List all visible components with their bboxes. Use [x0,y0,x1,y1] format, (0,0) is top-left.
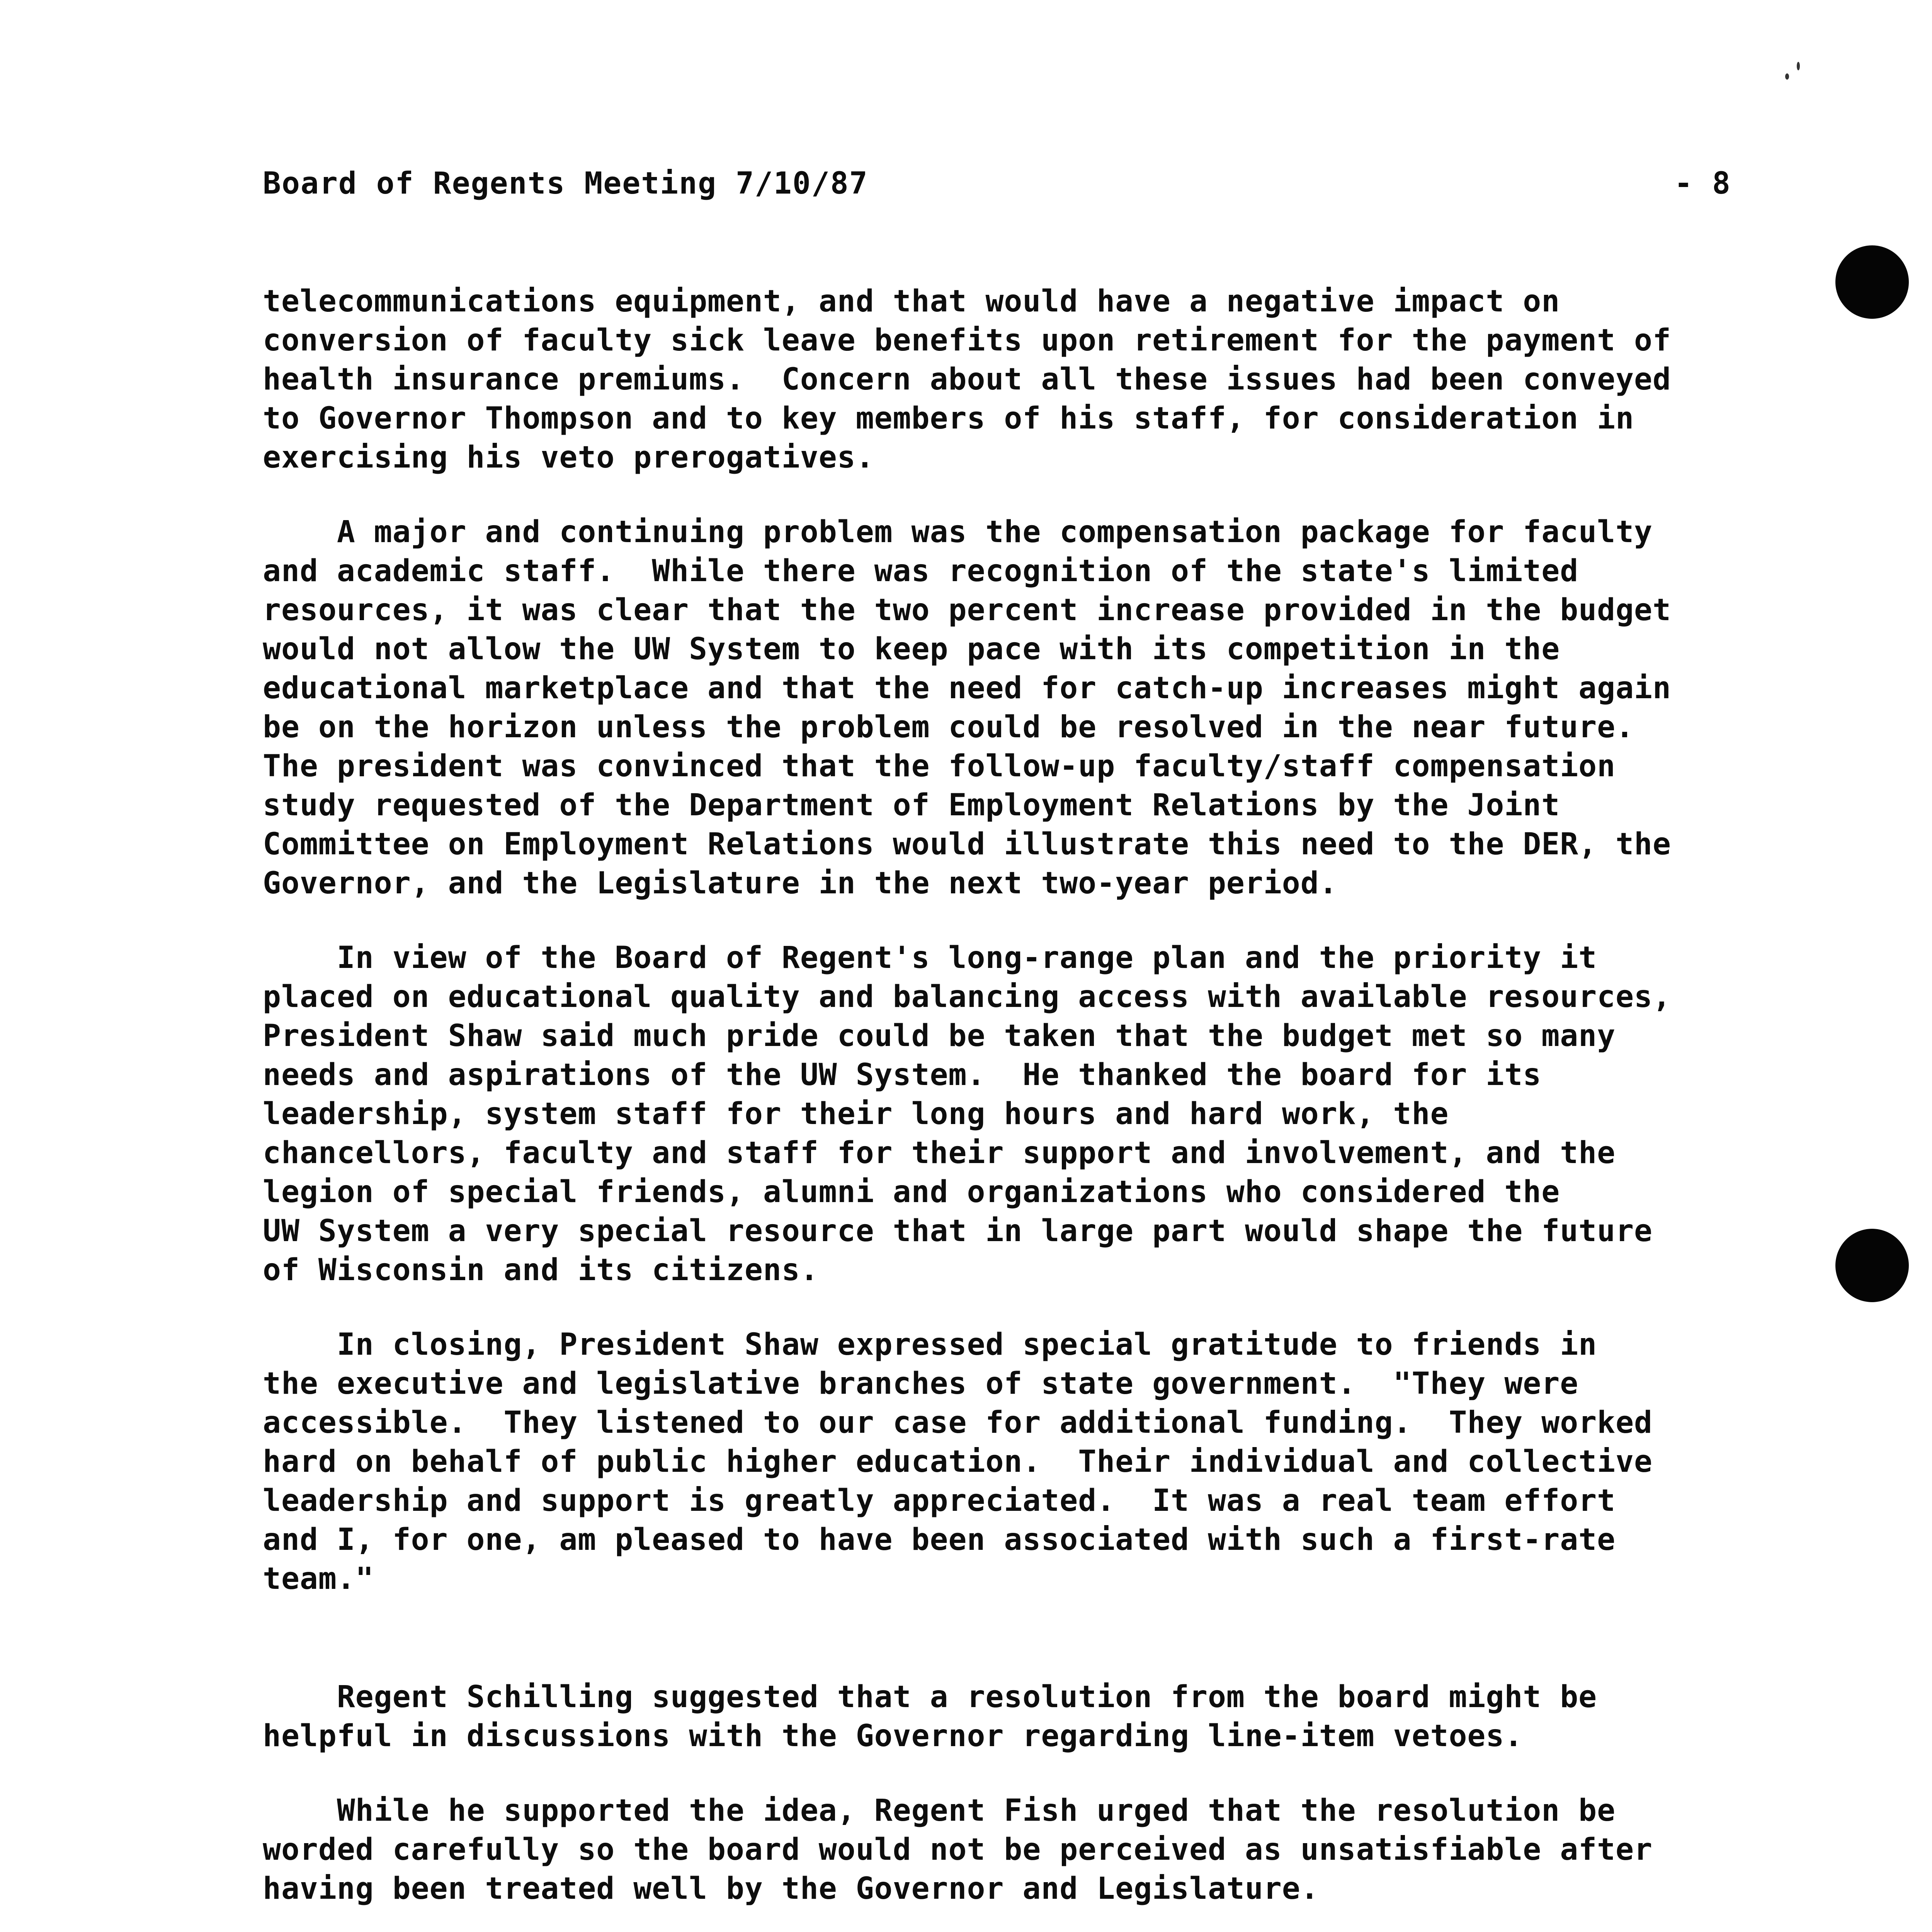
scan-speck [1797,62,1800,70]
page-header [263,166,1731,213]
punch-hole-middle [1835,1229,1909,1302]
header-title: Board of Regents Meeting 7/10/87 [263,166,868,201]
scan-speck [1785,73,1789,80]
paragraph-schilling: Regent Schilling suggested that a resolution from the board might be helpful in discussions with the Governor regarding line-item vetoes. [263,1680,1597,1753]
punch-hole-top [1835,245,1909,319]
document-body [263,282,1731,1932]
paragraph-budget-concerns: telecommunications equipment, and that would have a negative impact on conversion of faculty sick leave benefits upon retirement for the payment of health insurance premiums. Concern about all these issues had been conveyed to Governor Thompson and to key members of his staff, for consideration in exercising his veto prerogatives. [263,284,1671,475]
paragraph-long-range-plan: In view of the Board of Regent's long-range plan and the priority it placed on educational quality and balancing access with available resources, President Shaw said much pride could be taken that the budget met so many needs and aspirations of the UW System. He thanked the board for its leadership, system staff for their long hours and hard work, the chancellors, faculty and staff for their support and involvement, and the legion of special friends, alumni and organizations who considered the UW System a very special resource that in large part would shape the future of Wisconsin and its citizens. [263,940,1671,1287]
paragraph-fish: While he supported the idea, Regent Fish urged that the resolution be worded carefully so the board would not be perceived as unsatisfiable after having been treated well by the Governor and Legislature. [263,1793,1653,1906]
page-number: - 8 [1674,166,1731,201]
paragraph-compensation: A major and continuing problem was the compensation package for faculty and academic staff. While there was recognition of the state's limited resources, it was clear that the two percent increase provided in the budget would not allow the UW System to keep pace with its competition in the educational marketplace and that the need for catch-up increases might again be on the horizon unless the problem could be resolved in the near future. The president was convinced that the follow-up faculty/staff compensation study requested of the Department of Employment Relations by the Joint Committee on Employment Relations would illustrate this need to the DER, the Governor, and the Legislature in the next two-year period. [263,515,1671,901]
paragraph-closing: In closing, President Shaw expressed special gratitude to friends in the executive and legislative branches of state government. "They were accessible. They listened to our case for additional funding. They worked hard on behalf of public higher education. Their individual and collective leadership and support is greatly appreciated. It was a real team effort and I, for one, am pleased to have been associated with such a first-rate team." [263,1327,1653,1596]
